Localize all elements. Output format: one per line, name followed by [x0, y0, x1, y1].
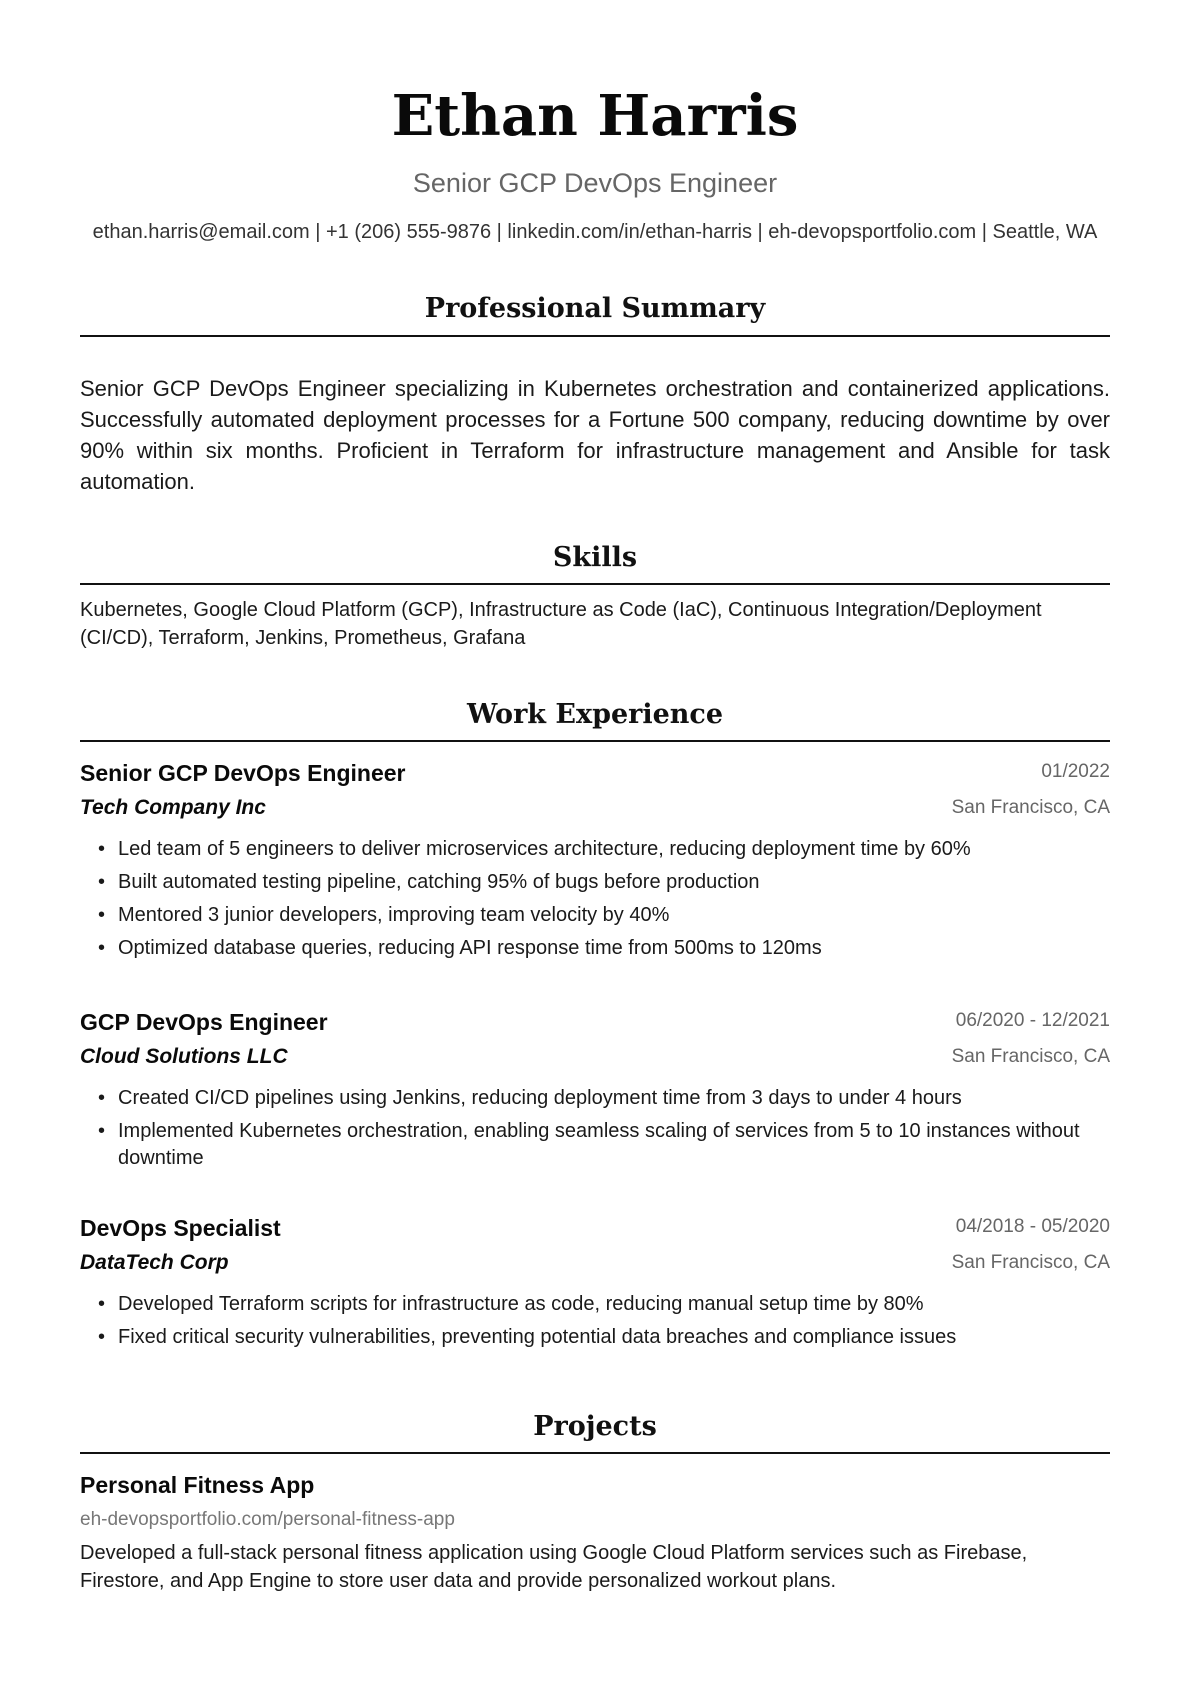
skills-text: Kubernetes, Google Cloud Platform (GCP), Infrastructure as Code (IaC), Continuous Integration/Deployment (CI/CD), Terraform, Jenkins, Prometheus, Grafana [80, 599, 1042, 649]
job-bullet: • Led team of 5 engineers to deliver microservices architecture, reducing deployment time by 60% [98, 836, 1110, 863]
job-bullet: • Optimized database queries, reducing API response time from 500ms to 120ms [98, 935, 1110, 962]
job-title: Senior GCP DevOps Engineer [80, 760, 406, 786]
section-title-experience: Work Experience [466, 699, 724, 730]
section-title-skills: Skills [552, 542, 638, 573]
job-company: Tech Company Inc [80, 796, 266, 819]
job-dates: 01/2022 [1041, 761, 1110, 782]
job-bullet: • Created CI/CD pipelines using Jenkins, reducing deployment time from 3 days to under 4 hours [98, 1085, 1110, 1112]
section-divider [80, 740, 1110, 742]
job-bullet: • Developed Terraform scripts for infrastructure as code, reducing manual setup time by 80% [98, 1291, 1110, 1318]
project-description: Developed a full-stack personal fitness application using Google Cloud Platform services such as Firebase, Firestore, and App Engine to store user data and provide personalized workout plans. [80, 1542, 1028, 1592]
section-divider [80, 583, 1110, 585]
job-title: DevOps Specialist [80, 1215, 281, 1241]
job-dates: 06/2020 - 12/2021 [955, 1010, 1110, 1031]
job-title: GCP DevOps Engineer [80, 1009, 328, 1035]
section-title-summary: Professional Summary [424, 293, 766, 324]
candidate-name: Ethan Harris [391, 83, 799, 149]
job-dates: 04/2018 - 05/2020 [955, 1216, 1110, 1237]
project-name: Personal Fitness App [80, 1472, 315, 1498]
job-bullets [98, 1085, 1110, 1178]
job-bullet: • Fixed critical security vulnerabilities, preventing potential data breaches and compliance issues [98, 1324, 1110, 1351]
project-link[interactable]: eh-devopsportfolio.com/personal-fitness-app [80, 1509, 455, 1530]
contact-line: ethan.harris@email.com | +1 (206) 555-9876 | linkedin.com/in/ethan-harris | eh-devopsportfolio.com | Seattle, WA [92, 221, 1098, 243]
job-company: DataTech Corp [80, 1251, 229, 1274]
section-title-projects: Projects [533, 1411, 657, 1442]
section-divider [80, 1452, 1110, 1454]
job-company: Cloud Solutions LLC [80, 1045, 288, 1068]
job-bullets [98, 1291, 1110, 1357]
job-bullet: • Mentored 3 junior developers, improving team velocity by 40% [98, 902, 1110, 929]
job-location: San Francisco, CA [951, 1046, 1110, 1067]
job-bullets [98, 836, 1110, 968]
job-bullet: • Built automated testing pipeline, catching 95% of bugs before production [98, 869, 1110, 896]
job-location: San Francisco, CA [951, 797, 1110, 818]
candidate-headline: Senior GCP DevOps Engineer [412, 168, 778, 198]
job-bullet: • Implemented Kubernetes orchestration, enabling seamless scaling of services from 5 to 10 instances without downtime [98, 1118, 1110, 1172]
job-location: San Francisco, CA [951, 1252, 1110, 1273]
section-divider [80, 335, 1110, 337]
summary-text: Senior GCP DevOps Engineer specializing in Kubernetes orchestration and containerized applications. Successfully automated deployment processes for a Fortune 500 company, reducing downtime by over 90% within six months. Proficient in Terraform for infrastructure management and Ansible for task automation. [80, 376, 1110, 494]
